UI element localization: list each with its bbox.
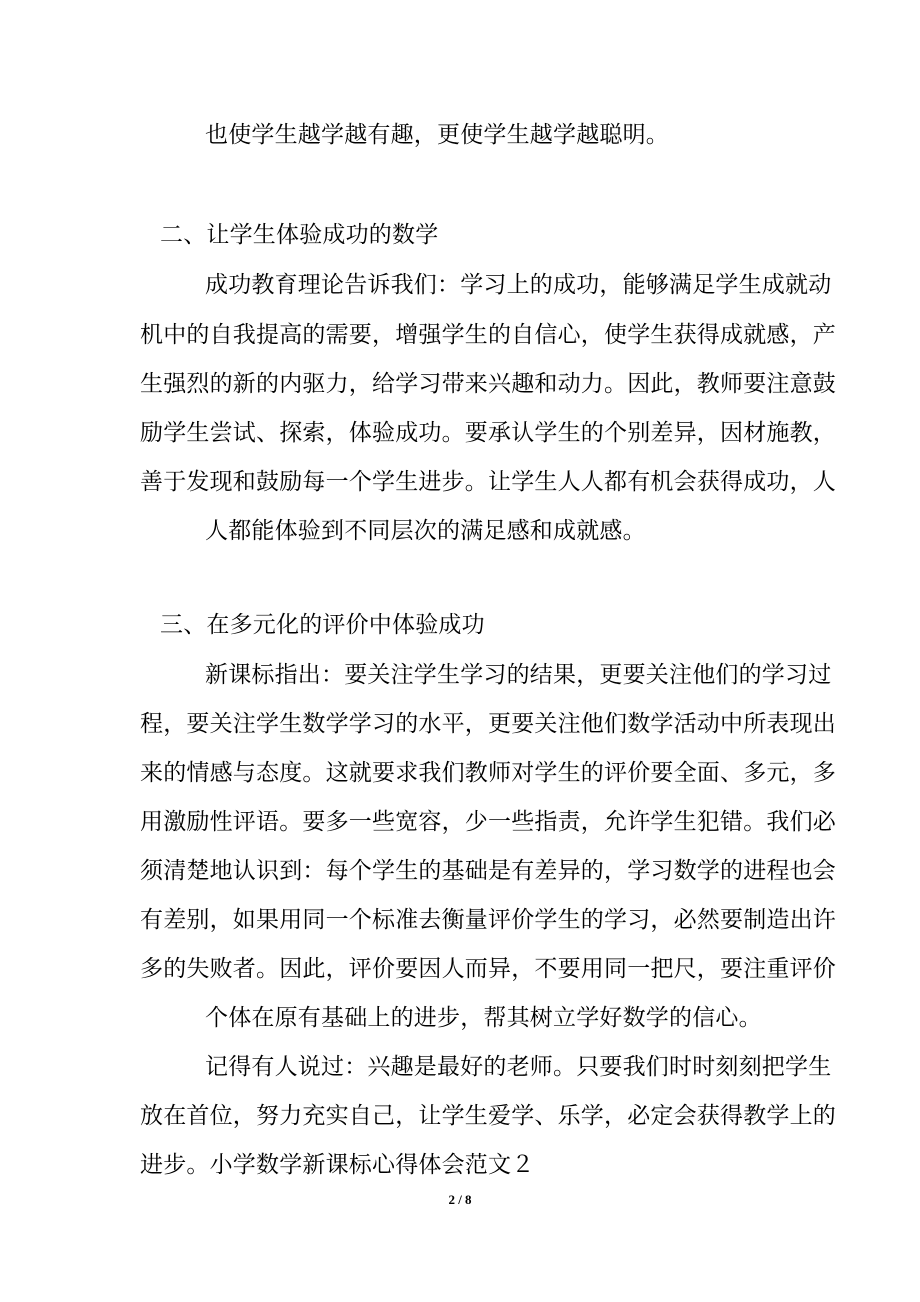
- paragraph-line: 新课标指出：要关注学生学习的结果，更要关注他们的学习过: [205, 662, 832, 688]
- paragraph-line: 程，要关注学生数学学习的水平，更要关注他们数学活动中所表现出: [140, 711, 836, 737]
- paragraph-line: 善于发现和鼓励每一个学生进步。让学生人人都有机会获得成功，人: [140, 469, 836, 495]
- page-number: 2 / 8: [448, 1192, 472, 1207]
- paragraph-line: 人都能体验到不同层次的满足感和成就感。: [205, 518, 646, 544]
- paragraph-line: 记得有人说过：兴趣是最好的老师。只要我们时时刻刻把学生: [205, 1054, 832, 1080]
- paragraph-line: 多的失败者。因此，评价要因人而异，不要用同一把尺，要注重评价: [140, 956, 836, 982]
- paragraph-line: 须清楚地认识到：每个学生的基础是有差异的，学习数学的进程也会: [140, 858, 836, 884]
- paragraph-line: 放在首位，努力充实自己，让学生爱学、乐学，必定会获得教学上的: [140, 1103, 836, 1129]
- paragraph-line: 来的情感与态度。这就要求我们教师对学生的评价要全面、多元，多: [140, 760, 836, 786]
- section-heading: 二、让学生体验成功的数学: [160, 222, 439, 248]
- paragraph-line: 个体在原有基础上的进步，帮其树立学好数学的信心。: [205, 1005, 762, 1031]
- section-heading: 三、在多元化的评价中体验成功: [160, 612, 485, 638]
- paragraph-line: 生强烈的新的内驱力，给学习带来兴趣和动力。因此，教师要注意鼓: [140, 371, 836, 397]
- paragraph-line: 用激励性评语。要多一些宽容，少一些指责，允许学生犯错。我们必: [140, 809, 836, 835]
- paragraph-line: 成功教育理论告诉我们：学习上的成功，能够满足学生成就动: [205, 272, 832, 298]
- paragraph-line: 机中的自我提高的需要，增强学生的自信心，使学生获得成就感，产: [140, 322, 836, 348]
- paragraph-line: 有差别，如果用同一个标准去衡量评价学生的学习，必然要制造出许: [140, 907, 836, 933]
- paragraph-line: 也使学生越学越有趣，更使学生越学越聪明。: [205, 122, 669, 148]
- paragraph-line: 进步。小学数学新课标心得体会范文２: [140, 1152, 535, 1178]
- paragraph-line: 励学生尝试、探索，体验成功。要承认学生的个别差异，因材施教，: [140, 420, 836, 446]
